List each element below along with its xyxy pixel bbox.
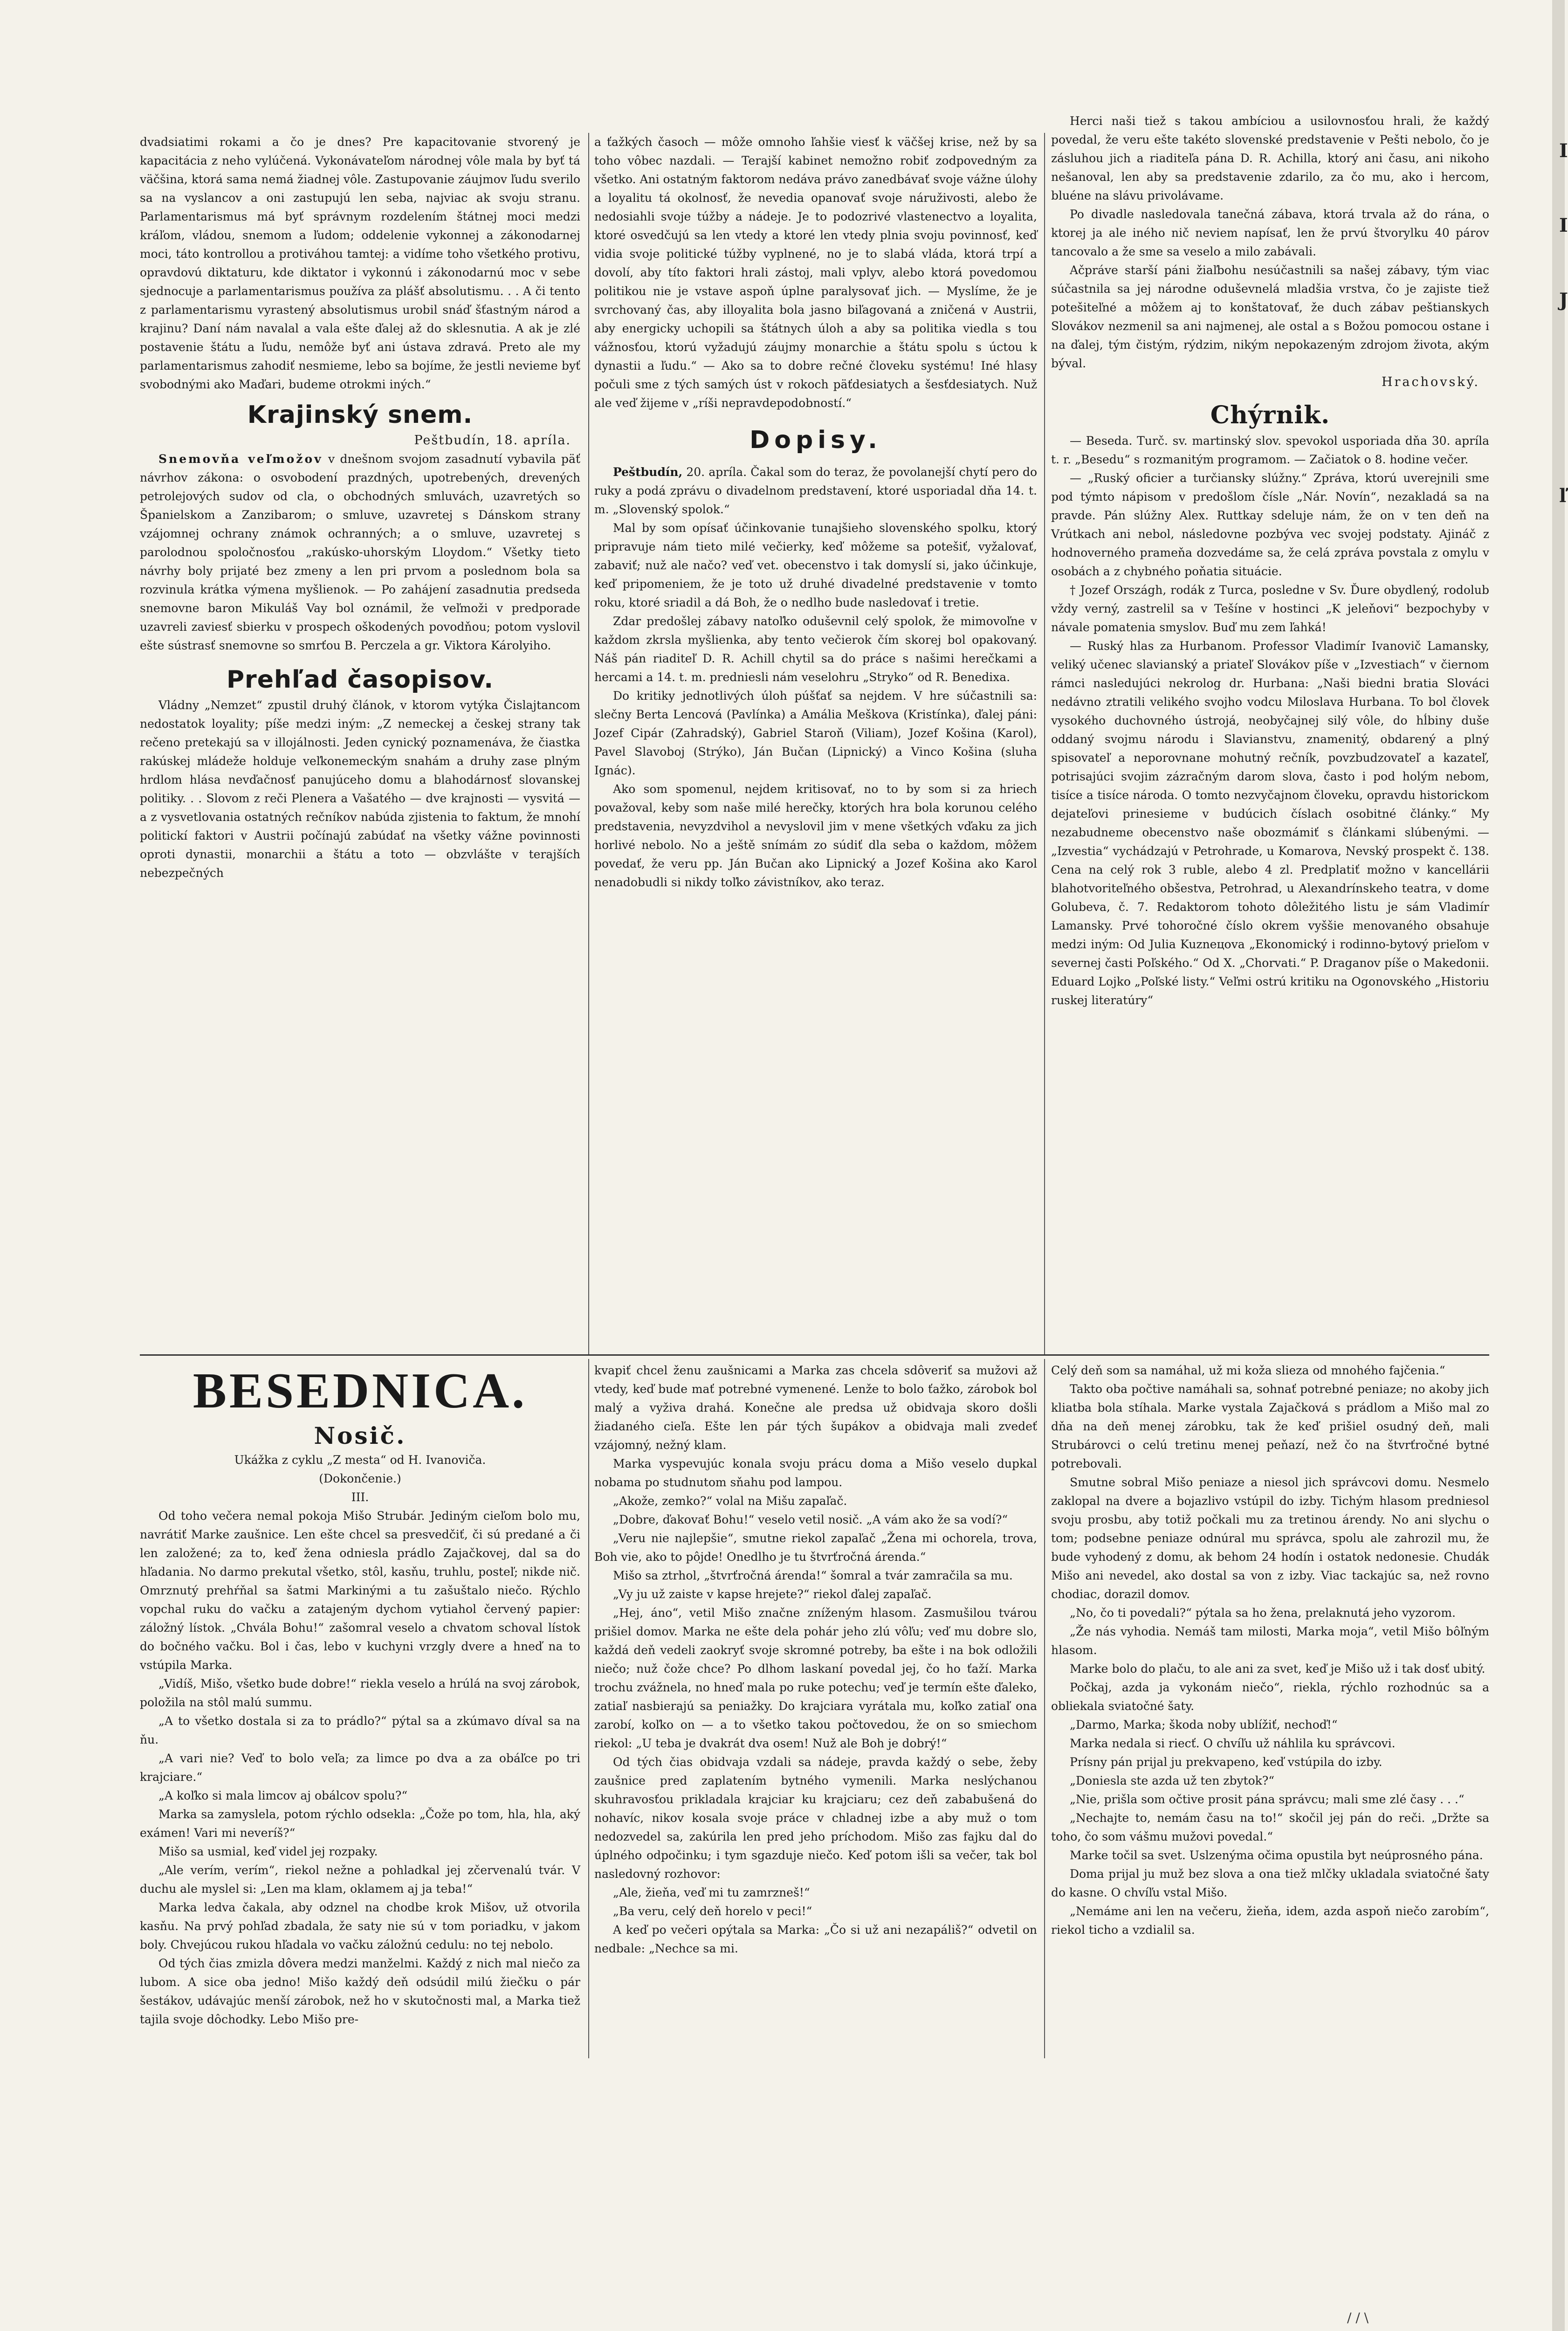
paragraph: „Ale, žieňa, veď mi tu zamrzneš!“ (613, 1886, 810, 1899)
section-heading-prehlad: Prehľad časopisov. (226, 666, 494, 694)
chapter-number: III. (351, 1490, 369, 1504)
paragraph: „Že nás vyhodia. Nemáš tam milosti, Marka moja“, vetil Mišo bôľným hlasom. (1051, 1625, 1489, 1657)
edge-mark: J (1559, 289, 1568, 311)
continuation-note: (Dokončenie.) (319, 1472, 401, 1485)
paragraph: A keď po večeri opýtala sa Marka: „Čo si už ani nezapáliš?“ odvetil on nedbale: „Nechce sa mi. (594, 1923, 1037, 1955)
paragraph: Ačprávе starší páni žiaľbohu nesúčastnili sa našej zábavy, tým viac súčastnila sa jej národne oduševnelá mladšia vrstva, čo je zajiste tiež potešiteľné a môžem aj to konštatovať, že duch zábav peštianskych Slovákov nezmenil sa ani najmenej, ale ostal a s Božou pomocou ostane i na ďalej, tým čistým, rýdzim, nikým nepokazeným zdrojom života, akým býval. (1051, 263, 1489, 370)
paragraph: Mišo sa usmial, keď videl jej rozpaky. (158, 1845, 378, 1858)
news-item: — Beseda. Turč. sv. martinský slov. spevokol usporiada dňa 30. apríla t. r. „Besedu“ s rozmanitým programom. — Začiatok o 8. hodine večer. (1051, 434, 1489, 466)
page-edge (1552, 0, 1565, 2331)
story-subtitle: Ukážka z cyklu „Z mesta“ od H. Ivanoviča. (234, 1453, 486, 1467)
edge-mark: ľ (1559, 485, 1567, 507)
paragraph: Takto oba počtive namáhali sa, sohnať potrebné peniaze; no akoby jich kliatba bola stíhala. Marke vystala Zajačková s prádlom a Mišo mal zo dňa na deň menej zárobku, tak že keď prišiel osudný deň, mali Strubárovci o celú tretinu menej peňazí, než čo na štvrťročné bytné potrebovali. (1051, 1382, 1489, 1470)
paragraph: Marka ledva čakala, aby odznel na chodbe krok Mišov, už otvorila kasňu. Na prvý pohľad zbadala, že saty nie sú v tom poriadku, v jakom boly. Chvejúcou rukou hľadala vo vačku záložnú cedulu: no tej nebolo. (140, 1901, 580, 1952)
section-heading-krajinsky-snem: Krajinský snem. (247, 401, 473, 429)
news-item: — Ruský hlas za Hurbanom. Professor Vladimír Ivanovič Lamansky, veliký učenec slavianský a priateľ Slovákov píše v „Izvestiach“ v čiernom rámci nasledujúci nekrolog dr. Hurbana: „Naši biedni bratia Slováci nedávno ztratili velikého svojho vodcu Miloslava Hurbana. To bol človek vysokého duchovného ústrojá, neobyčajnej silý vôle, do hĺbiny duše oddaný svojmu národu i Slavianstvu, znamenitý, obdarený a plný spisovateľ a neporovnane mohutný rečník, povzbudzovateľ a kazateľ, potrisajúci svojim zázračným darom slova, často i pod holým nebom, tisíce a tisíce národa. O tomto nezvyčajnom človeku, opravdu historickom dejateľovi prinesieme v budúcich číslach osobitné články.“ My nezabudneme obecenstvo naše obozmámiť s článkami slúbenými. — „Izvestia“ vychádzajú v Petrohrade, u Komarova, Nevský prospekt č. 138. Cena na celý rok 3 ruble, alebo 4 zl. Predplatiť možno v kancellárii blahotvoriteľného obšestva, Petrohrad, u Alexandrínskeho teatra, v dome Golubeva, č. 7. Redaktorom tohoto dôležitého listu je sám Vladimír Lamansky. Prvé tohoročné číslo okrem vyššie menovaného obsahuje medzi iným: Od Julia Kuzneцova „Ekonomický i rodinno-bytový prieľom v severnej časti Poľského.“ Od X. „Chorvati.“ P. Draganov píše o Makedonii. Eduard Lojko „Poľské listy.“ Veľmi ostrú kritiku na Ogonovského „Historiu ruskej literatúry“ (1051, 639, 1489, 1007)
paragraph: Marke bolo do plaču, to ale ani za svet, keď je Mišo už i tak dosť ubitý. (1070, 1662, 1485, 1676)
paragraph: kvapiť chcel ženu zaušnicami a Marka zas chcela sdôveriť sa mužovi až vtedy, keď bude mať potrebné vymenené. Lenže to bolo ťažko, zárobok bol malý a vyživa drahá. Konečne ale predsa už obidvaja skoro došli žiadaného cieľa. Ešte len pár tých šupákov a obidvaja mali zvedeť vzájomný, nežný klam. (594, 1364, 1037, 1452)
paragraph: Prísny pán prijal ju prekvapeno, keď vstúpila do izby. (1070, 1755, 1382, 1769)
paragraph: Zdar predošlej zábavy natoľko oduševnil celý spolok, že mimovoľne v každom zkrsla myšlienka, aby tento večierok čím skorej bol opakovaný. Náš pán riaditeľ D. R. Achill chytil sa do práce s našimi herečkami a hercami a 14. t. m. predniesli nám veselohru „Stryko“ od R. Benedixa. (594, 614, 1037, 684)
paragraph: Marka vyspevujúc konala svoju prácu doma a Mišo veselo dupkal nobama po studnutom sňahu pod lampou. (594, 1457, 1037, 1489)
paragraph: Od toho večera nemal pokoja Mišo Strubár. Jediným cieľom bolo mu, navrátiť Marke zaušnice. Len ešte chcel sa presvedčiť, či sú predané a či len založené; za to, keď žena odniesla prádlo Zajačkovej, dal sa do hľadania. No darmo prekutal všetko, stôl, kasňu, truhlu, posteľ; nikde nič. Omrznutý prehŕňal sa šatmi Markinými a tu zašuštalo niečo. Rýchlo vopchal ruku do vačku a zatajeným dychom vytiahol červený papier: záložný lístok. „Chvála Bohu!“ zašomral veselo a chvatom schoval lístok do bočného vačku. Bol i čas, lebo v kuchyni vrzgly dvere a hneď na to vstúpila Marka. (140, 1509, 580, 1672)
paragraph: Herci naši tiež s takou ambíciou a usilovnosťou hrali, že každý povedal, že veru ešte takéto slovenské predstavenie v Pešti nebolo, čo je zásluhou jich a riaditeľa pána D. R. Achilla, ktorý ani času, ani nikoho nešanoval, len aby sa predstavenie zdarilo, za čo mu, ako i hercom, bluéne na slávu privolávame. (1051, 114, 1489, 202)
story-title: Nosič. (314, 1422, 406, 1449)
article-continuation: dvadsiatimi rokami a čo je dnes? Pre kapacitovanie stvorený je kapacitácia z neho vylúčená. Vykonávateľom národnej vôle mala by byť tá väčšina, ktorá sama nemá žiadnej vôle. Zastupovanie záujmov ľudu sverilo sa na vyslancov a oni zastupujú len seba, najviac ak svoju stranu. Parlamentarismus má byť správnym rozdelením štátnej moci medzi kráľom, vládou, snemom a ľudom; oddelenie vykonnej a zákonodarnej moci, táto kontrollou a protiváhou tamtej: a vidíme toho všetkého protivu, opravdovú diktaturu, kde diktator i vykonnú i zákonodarnú moc v sebe sjednocuje a parlamentarismus používa za plášť absolutismu. . . A či tento z parlamentarismu vyrastený absolutismus urobil snáď šťastným národ a krajinu? Daní nám navalal a vala ešte ďalej až do sklesnutia. A ak je zlé postavenie štátu a ľudu, nemôže byť ani ústava zdravá. Preto ale my parlamentarismus zahodiť nesmieme, lebo sa bojíme, že jestli nevieme byť svobodnými ako Maďari, budeme otrokmi iných.“ (140, 135, 580, 391)
feuilleton-column-rule-2 (1044, 1359, 1045, 2058)
paragraph: „Vy ju už zaiste v kapse hrejete?“ riekol ďalej zapaľač. (613, 1587, 932, 1601)
paragraph: Marka sa zamyslela, potom rýchlo odsekla: „Čože po tom, hla, hla, aký exámen! Vari mi neveríš?“ (140, 1807, 580, 1840)
paragraph: Celý deň som sa namáhal, už mi koža slieza od mnohého fajčenia.“ (1051, 1364, 1445, 1377)
paragraph: „Hej, áno“, vetil Mišo značne zníženým hlasom. Zasmušilou tvárou prišiel domov. Marka ne ešte dela pohár jeho zlú vôľu; veď mu dobre slo, každá deň vedeli zaokryť svoje skromné potreby, ba ešte i na bok odložili niečo; nuž čože chce? Po dlhom laskaní povedal jej, čo ho ťaží. Marka trochu zvážnela, no hneď mala po ruke potechu; veď je termín ešte ďaleko, zatiaľ nasbierajú sa peniažky. Do krajciara vyrátala mu, koľko zatiaľ ona zarobí, koľko on — a to všetko takou počtovedou, že on so smiechom riekol: „U teba je dvakrát dva osem! Nuž ale Boh je dobrý!“ (594, 1606, 1037, 1750)
column-2 (594, 133, 1037, 1354)
paragraph: „A vari nie? Veď to bolo veľa; za limce po dva a za obáľce po tri krajciare.“ (140, 1752, 580, 1784)
paragraph: Doma prijal ju muž bez slova a ona tiež mlčky ukladala sviatočné šaty do kasne. O chvíľu vstal Mišo. (1051, 1867, 1489, 1899)
paragraph: „Ba veru, celý deň horelo v peci!“ (613, 1904, 812, 1918)
paragraph: „Ale verím, verím“, riekol nežne a pohladkal jej zčervenalú tvár. V duchu ale myslel si: „Len ma klam, oklamem aj ja teba!“ (140, 1863, 580, 1896)
signature: Hrachovský. (1381, 375, 1480, 389)
paragraph: „Veru nie najlepšie“, smutne riekol zapaľač „Žena mi ochorela, trova, Boh vie, ako to pôjde! Onedlho je tu štvrťročná árenda.“ (594, 1531, 1037, 1564)
paragraph: „Darmo, Marka; škoda noby ublížiť, nechoď!“ (1070, 1718, 1338, 1731)
paragraph: „Akože, zemko?“ volal na Mišu zapaľač. (613, 1494, 847, 1508)
paragraph: „Dobre, ďakovať Bohu!“ veselo vetil nosič. „A vám ako že sa vodí?“ (613, 1513, 1008, 1526)
paragraph-lead: Snemovňa veľmožov (158, 452, 323, 466)
bottom-scratch-marks: / / \ (1347, 2310, 1369, 2325)
dateline: Peštbudín, 18. apríla. (414, 433, 571, 448)
paragraph: Od tých čias zmizla dôvera medzi manželmi. Každý z nich mal niečo za lubom. A sice oba jedno! Mišo každý deň odsúdil milú žiečku o pár šestákov, udávajúc menší zárobok, než ho v skutočnosti mal, a Marka tiež tajila svoje dôchodky. Lebo Mišo pre- (140, 1957, 580, 2026)
column-1 (140, 133, 580, 1354)
paragraph: „A to všetko dostala si za to prádlo?“ pýtal sa a zkúmavo díval sa na ňu. (140, 1714, 580, 1746)
paragraph: „Nie, prišla som očtive prosit pána správcu; mali sme zlé časy . . .“ (1070, 1793, 1465, 1806)
news-item: † Jozef Országh, rodák z Turca, posledne v Sv. Ďure obydlený, rodolub vždy verný, zastrelil sa v Tešíne v hostinci „K jeleňovi“ bezpochyby v návale pomatenia smyslov. Buď mu zem ľahká! (1051, 583, 1489, 634)
paragraph-body: v dnešnom svojom zasadnutí vybavila päť návrhov zákona: o osvobodení prazdných, upotrebených, drevených petrolejových sudov od cla, o obchodných smluvách, uzavretých so Španielskom a Zanzibarom; o smluve, uzavretej s Dánskom strany vzájomnej ochrany známok ochranných; a o smluve, uzavretej s parolodnou spoločnosťou „rakúsko-uhorským Lloydom.“ Všetky tieto návrhy boly prijaté bez zmeny a len pri prvom a poslednom bola sa rozvinula krátka výmena myšlienok. — Po zahájení zasadnutia predseda snemovne baron Mikuláš Vay bol oznámil, že veľmoži v predporade uzavreli zaviesť sbierku v prospech oškodených povodňou; potom vyslovil ešte sústrasť snemovne so smrťou B. Perczela a gr. Viktora Károlyiho. (140, 452, 581, 652)
feuilleton-column-rule-1 (588, 1359, 589, 2058)
paragraph: Od tých čias obidvaja vzdali sa nádeje, pravda každý o sebe, žeby zaušnice pred zaplatením bytného vymenili. Marka neslýchanou skuhravosťou prikladala krajciar ku krajciaru; cez deň zababušená do nohavíc, nikov kosala svoje práce v chladnej izbe a aby muž o tom nedozvedel sa, zakúrila len pred jeho príchodom. Mišo zas fajku dal do úplného odpočinku; i tym sgazduje niečo. Keď potom išli sa večer, tak bol nasledovný rozhovor: (594, 1755, 1037, 1881)
paragraph: Ako som spomenul, nejdem kritisovať, no to by som si za hriech považoval, keby som naše milé herečky, ktorých hra bola korunou celého predstavenia, nevyzdvihol a nevyslovil jim v mene všetkých vďaku za jich horlivé nebolo. No a ještě snímám zo súdiť dla seba o každom, môžem povedať, že veru pp. Ján Bučan ako Lipnický a Jozef Košina ako Karol nenadobudli si nikdy toľko závistníkov, ako teraz. (594, 782, 1037, 889)
paragraph: Mišo sa ztrhol, „štvrťročná árenda!“ šomral a tvár zamračila sa mu. (613, 1569, 1013, 1582)
column-rule-2 (1044, 133, 1045, 1354)
edge-mark: I (1559, 140, 1568, 162)
article-continuation: a ťažkých časoch — môže omnoho ľahšie viesť k väčšej krise, než by sa toho vôbec nazdali. — Terajší kabinet nemožno robiť zodpovedným za všetko. Ani ostatným faktorom nedáva právo zanedbávať svoje vážne úlohy a loyalitu tá okolnosť, že nevedia opanovať svoje náruživosti, alebo že nedosiahli svoje túžby a nádeje. Je to podozrivé vlastenectvo a loyalita, ktoré osvedčujú sa len vtedy a ktoré len vtedy plnia svoju povinnosť, keď vidia svoje politické túžby vyplnené, no je to slabá vláda, ktorá trpí a dovolí, aby títo faktori hrali zástoj, mali vplyv, alebo ktorá povedomou politikou nie je vstave aspoň úplne paralysovať jich. — Myslíme, že je svrchovaný čas, aby illoyalita bola jasno biľagovaná a zničená v Austrii, aby energicky uchopili sa štátnych úloh a aby sa politika viedla s tou vážnosťou, ktorú vyžadujú záujmy monarchie a štátu spolu s úctou k dynastii a ľudu.“ — Ako sa to dobre rečné človeku systému! Iné hlasy počuli sme z tých samých úst v rokoch päťdesiatych a šesťdesiatych. Nuž ale veď žijeme v „ríši nepravdepodobností.“ (594, 135, 1037, 410)
feuilleton-column-1 (140, 1361, 580, 2061)
paragraph: Do kritiky jednotlivých úloh púšťať sa nejdem. V hre súčastnili sa: slečny Berta Lencová (Pavlínka) a Amália Meškova (Kristínka), ďalej páni: Jozef Cipár (Zahradský), Gabriel Staroň (Viliam), Jozef Košina (Karol), Pavel Slavoboj (Strýko), Ján Bučan (Lipnický) a Vinco Košina (sluha Ignác). (594, 689, 1037, 777)
paragraph: Po divadle nasledovala tanečná zábava, ktorá trvala až do rána, o ktorej ja ale iného nič neviem napísať, len že prvú štvorylku 40 párov tancovalo a že sme sa veselo a milo zabávali. (1051, 207, 1489, 258)
paragraph: „Vidíš, Mišo, všetko bude dobre!“ riekla veselo a hrúlá na svoj zárobok, položila na stôl malú summu. (140, 1677, 580, 1709)
feuilleton-divider (140, 1354, 1489, 1356)
paragraph: Mal by som opísať účinkovanie tunajšieho slovenského spolku, ktorý pripravuje nám tieto milé večierky, keď môžeme sa potešiť, vyžalovať, zabaviť; nuž ale načo? veď vet. obecenstvo i tak domyslí si, jako účinkuje, keď pripomeniem, že je toto už druhé divadelné predstavenie v tomto roku, ktoré sriadil a dá Boh, že o nedlho bude nasledovať i tretie. (594, 521, 1037, 609)
feuilleton-column-3 (1051, 1361, 1489, 2061)
column-rule-1 (588, 133, 589, 1354)
news-item: — „Ruský oficier a turčiansky slúžny.“ Zpráva, ktorú uverejnili sme pod týmto nápisom v predošlom čísle „Nár. Novín“, nezakladá sa na pravde. Pán slúžny Alex. Ruttkay sdeluje nám, že on v ten deň na Vrútkach ani nebol, následovne pozbýva vec svojej podstaty. Ajináč z hodnoverného prameňa dozvedáme sa, že celá zpráva povstala z omylu v osobách a z chybného poňatia situácie. (1051, 471, 1489, 578)
paragraph (140, 450, 580, 655)
paragraph: Marke točil sa svet. Uslzenýma očima opustila byt neúprosného pána. (1070, 1848, 1483, 1862)
paragraph-lead: Peštbudín, (613, 465, 683, 479)
section-heading-chyrnik: Chýrnik. (1210, 401, 1330, 429)
edge-mark: I (1559, 214, 1568, 236)
paragraph: Počkaj, azda ja vykonám niečo“, riekla, rýchlo rozhodnúc sa a obliekala sviatočné šaty. (1051, 1681, 1489, 1713)
paragraph (594, 463, 1037, 519)
paragraph: „A koľko si mala limcov aj obálcov spolu?“ (158, 1789, 408, 1802)
feuilleton-title: BESEDNICA. (193, 1363, 528, 1419)
paragraph: „No, čo ti povedali?“ pýtala sa ho žena, prelaknutá jeho vyzorom. (1070, 1606, 1456, 1620)
paragraph: Vládny „Nemzet“ zpustil druhý článok, v ktorom vytýka Čislajtancom nedostatok loyality; píše medzi iným: „Z nemeckej a českej strany tak rečeno pretekajú sa v illojálnosti. Jeden cynický poznamenáva, že čiastka rakúskej mládeže holduje veľkonemeckým snahám a druhy zase plným hrdlom hlása nevďačnosť panujúceho domu a blahodárnosť slovanskej politiky. . . Slovom z reči Plenera a Vašatého — dve krajnosti — vysvitá — a z vysvetlovania ostatných rečníkov nabúda zjistenia to faktum, že mnohí politickí faktori v Austrii počínajú zabúdať na všetky vážne povinnosti oproti dynastii, monarchii a štátu a toto — obzvlášte v terajších nebezpečných (140, 698, 580, 880)
section-heading-dopisy: Dopisy. (750, 426, 882, 454)
feuilleton-column-2 (594, 1361, 1037, 2061)
paragraph: „Doniesla ste azda už ten zbytok?“ (1070, 1774, 1275, 1787)
paragraph: „Nemáme ani len na večeru, žieňa, idem, azda aspoň niečo zarobím“, riekol ticho a vzdialil sa. (1051, 1904, 1489, 1937)
paragraph-body: 20. apríla. Čakal som do teraz, že povolanejší chytí pero do ruky a podá zprávu o divadelnom predstavení, ktoré usporiadal dňa 14. t. m. „Slovenský spolok.“ (594, 465, 1037, 516)
column-3 (1051, 112, 1489, 1354)
paragraph: „Nechajte to, nemám času na to!“ skočil jej pán do reči. „Držte sa toho, čo som vášmu mužovi povedal.“ (1051, 1811, 1489, 1843)
paragraph: Marka nedala si riecť. O chvíľu už náhlila ku správcovi. (1070, 1737, 1396, 1750)
paragraph: Smutne sobral Mišo peniaze a niesol jich správcovi domu. Nesmelo zaklopal na dvere a bojazlivo vstúpil do izby. Tichým hlasom predniesol svoju prosbu, aby totiž počkali mu za tretinou árendy. No ani slychu o tom; podsebne peniaze odnúral mu správca, spolu ale zahrozil mu, že bude vyhodený z domu, ak behom 24 hodín i ostatok nedonesie. Chudák Mišo ani nevedel, ako dostal sa von z izby. Viac tackajúc sa, než rovno chodiac, dorazil domov. (1051, 1476, 1489, 1601)
